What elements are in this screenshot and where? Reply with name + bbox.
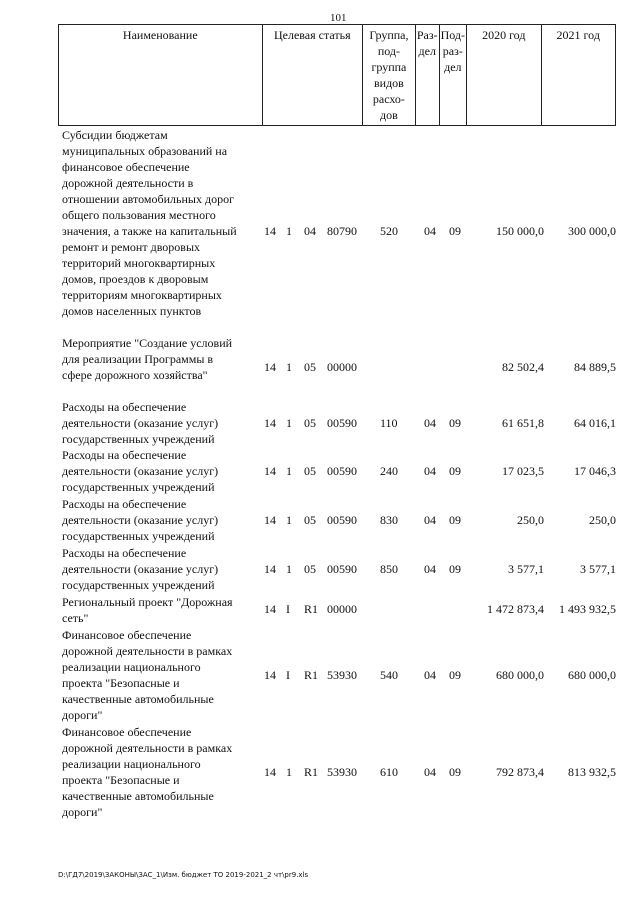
row-code-4: 00000 — [327, 360, 357, 374]
row-name: Расходы на обеспечение деятельности (оказание услуг) государственных учреждений — [62, 497, 219, 543]
file-path-footer: D:\ГД7\2019\ЗАКОНЫ\ЗАС_1\Изм. бюджет ТО 2019-2021_2 чт\pr9.xls — [58, 871, 309, 879]
table-header — [58, 24, 616, 126]
row-2021: 3 577,1 — [580, 562, 616, 576]
table-row — [0, 627, 640, 723]
row-name: Субсидии бюджетам муниципальных образований на финансовое обеспечение дорожной деятельности в отношении автомобильных дорог общего пользования местного значения, а также на капитальный ремонт и ремонт дворовых территорий многоквартирных домов, проездов к дворовым территориям многоквартирных домов населенных пунктов — [62, 128, 237, 318]
page-number: 101 — [330, 12, 347, 24]
row-code-4: 00590 — [327, 416, 357, 430]
row-code-1: 14 — [264, 765, 276, 779]
row-code-4: 00000 — [327, 602, 357, 616]
row-code-3: R1 — [304, 602, 319, 616]
row-code-4: 00590 — [327, 562, 357, 576]
row-2021: 813 932,5 — [568, 765, 616, 779]
row-code-3: 05 — [304, 416, 316, 430]
header-group: Группа, под- группа видов расхо- дов — [362, 25, 415, 126]
table-row — [0, 399, 640, 447]
row-name: Финансовое обеспечение дорожной деятельности в рамках реализации национального проекта "Безопасные и качественные автомобильные дороги" — [62, 628, 233, 722]
row-section: 04 — [424, 513, 436, 527]
row-code-4: 80790 — [327, 224, 357, 238]
row-code-3: 05 — [304, 360, 316, 374]
header-2020: 2020 год — [467, 25, 541, 126]
row-section: 04 — [424, 562, 436, 576]
row-2021: 680 000,0 — [568, 668, 616, 682]
row-section: 04 — [424, 668, 436, 682]
row-code-2: 1 — [286, 360, 292, 374]
row-2020: 250,0 — [517, 513, 544, 527]
row-code-1: 14 — [264, 360, 276, 374]
header-name: Наименование — [59, 25, 263, 126]
row-code-2: 1 — [286, 224, 292, 238]
row-subsection: 09 — [449, 224, 461, 238]
row-subsection: 09 — [449, 668, 461, 682]
row-group: 610 — [380, 765, 398, 779]
row-code-1: 14 — [264, 464, 276, 478]
row-group: 110 — [380, 416, 398, 430]
row-code-3: 05 — [304, 464, 316, 478]
row-name: Расходы на обеспечение деятельности (оказание услуг) государственных учреждений — [62, 448, 219, 494]
row-2020: 61 651,8 — [502, 416, 544, 430]
row-code-2: 1 — [286, 464, 292, 478]
row-2020: 150 000,0 — [496, 224, 544, 238]
row-2021: 17 046,3 — [574, 464, 616, 478]
row-code-3: 05 — [304, 513, 316, 527]
header-target: Целевая статья — [262, 25, 362, 126]
row-subsection: 09 — [449, 562, 461, 576]
row-name: Финансовое обеспечение дорожной деятельности в рамках реализации национального проекта "Безопасные и качественные автомобильные дороги" — [62, 725, 233, 819]
row-code-2: 1 — [286, 416, 292, 430]
row-code-1: 14 — [264, 416, 276, 430]
row-subsection: 09 — [449, 513, 461, 527]
row-code-2: I — [286, 668, 290, 682]
row-2020: 17 023,5 — [502, 464, 544, 478]
table-row — [0, 335, 640, 385]
row-name: Расходы на обеспечение деятельности (оказание услуг) государственных учреждений — [62, 546, 219, 592]
row-code-4: 53930 — [327, 765, 357, 779]
row-2020: 82 502,4 — [502, 360, 544, 374]
row-code-2: 1 — [286, 765, 292, 779]
row-code-3: R1 — [304, 668, 319, 682]
row-name: Региональный проект "Дорожная сеть" — [62, 595, 233, 625]
row-code-4: 00590 — [327, 513, 357, 527]
row-subsection: 09 — [449, 416, 461, 430]
row-code-3: R1 — [304, 765, 319, 779]
row-section: 04 — [424, 765, 436, 779]
row-group: 850 — [380, 562, 398, 576]
row-group: 540 — [380, 668, 398, 682]
row-section: 04 — [424, 464, 436, 478]
row-code-2: 1 — [286, 562, 292, 576]
header-section: Раз- дел — [415, 25, 439, 126]
table-row — [0, 447, 640, 495]
row-2021: 300 000,0 — [568, 224, 616, 238]
row-name: Мероприятие "Создание условий для реализации Программы в сфере дорожного хозяйства" — [62, 336, 233, 382]
row-code-4: 00590 — [327, 464, 357, 478]
row-code-1: 14 — [264, 562, 276, 576]
row-subsection: 09 — [449, 464, 461, 478]
row-2020: 680 000,0 — [496, 668, 544, 682]
table-row — [0, 496, 640, 544]
row-code-3: 04 — [304, 224, 316, 238]
table-row — [0, 594, 640, 626]
row-group: 830 — [380, 513, 398, 527]
row-code-1: 14 — [264, 224, 276, 238]
table-row — [0, 127, 640, 317]
row-2020: 1 472 873,4 — [487, 602, 544, 616]
row-group: 240 — [380, 464, 398, 478]
row-2021: 250,0 — [589, 513, 616, 527]
table-row — [0, 545, 640, 593]
header-subsection: Под- раз- дел — [439, 25, 466, 126]
row-2020: 792 873,4 — [496, 765, 544, 779]
row-section: 04 — [424, 416, 436, 430]
row-group: 520 — [380, 224, 398, 238]
row-section: 04 — [424, 224, 436, 238]
row-name: Расходы на обеспечение деятельности (оказание услуг) государственных учреждений — [62, 400, 219, 446]
row-code-1: 14 — [264, 602, 276, 616]
row-2021: 1 493 932,5 — [559, 602, 616, 616]
table-row — [0, 724, 640, 820]
row-2021: 64 016,1 — [574, 416, 616, 430]
row-code-2: I — [286, 602, 290, 616]
row-code-1: 14 — [264, 513, 276, 527]
row-code-1: 14 — [264, 668, 276, 682]
row-code-2: 1 — [286, 513, 292, 527]
row-subsection: 09 — [449, 765, 461, 779]
row-2021: 84 889,5 — [574, 360, 616, 374]
row-code-4: 53930 — [327, 668, 357, 682]
header-2021: 2021 год — [541, 25, 616, 126]
row-2020: 3 577,1 — [508, 562, 544, 576]
row-code-3: 05 — [304, 562, 316, 576]
